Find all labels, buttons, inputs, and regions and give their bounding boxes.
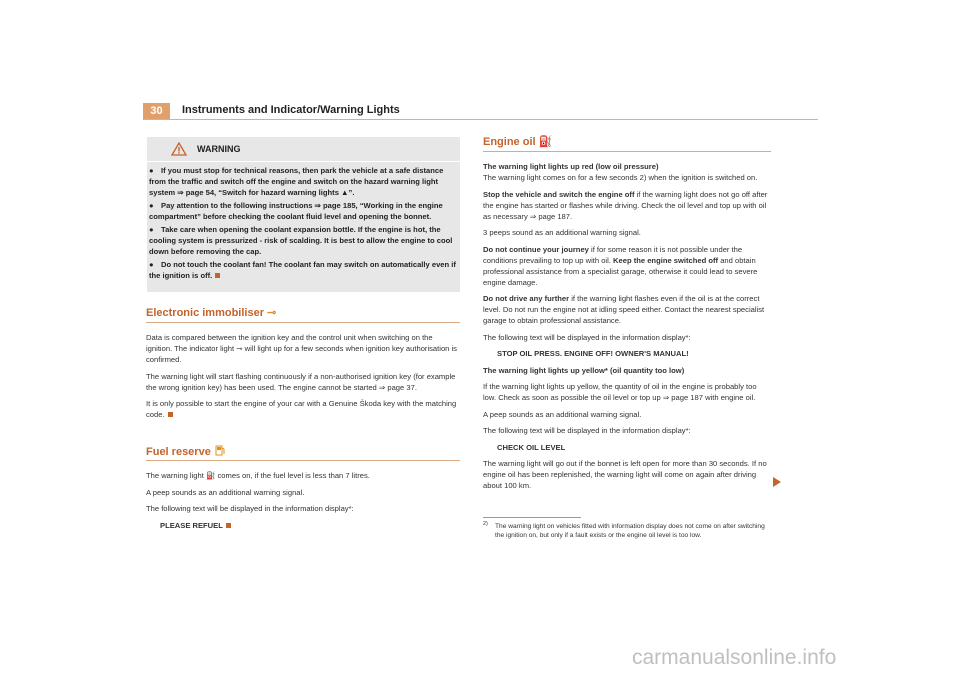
oil-text: The following text will be displayed in the information display*: (483, 426, 691, 435)
oil-text: Do not continue your journey if for some reason it is not possible under the conditions prevailing to top up with oil. Keep the engine switched off and obtain professional assistance from a specialist garage, otherwise it could lead to severe engine damage. (483, 244, 758, 287)
watermark: carmanualsonline.info (632, 646, 837, 669)
oil-subheading: The warning light lights up yellow* (oil quantity too low) (483, 365, 685, 375)
fuel-heading: Fuel reserve (146, 444, 460, 461)
header-rule (143, 119, 818, 120)
oil-subheading: The warning light lights up red (low oil pressure) (483, 162, 659, 171)
fuel-text: The following text will be displayed in the information display*: (146, 504, 354, 513)
oil-text: If the warning light lights up yellow, the quantity of oil in the engine is probably too low. Check as soon as possible the oil level or top up ⇒ page 187 with engine oil. (483, 382, 757, 402)
oil-text: Stop the vehicle and switch the engine off if the warning light does not go off after the engine has started or flashes while driving. Check the oil level and top up with oil as necessary ⇒ page 187. (483, 189, 768, 221)
end-marker (226, 523, 231, 528)
immobiliser-text: Data is compared between the ignition key and the control unit when switching on the ignition. The indicator light ⊸ will light up for a few seconds when ignition key authorisation is confirmed. (146, 333, 457, 364)
page-number: 30 (143, 103, 170, 119)
immobiliser-icon: ⊸ (267, 307, 277, 319)
immobiliser-text: It is only possible to start the engine of your car with a Genuine Škoda key with the matching code. (146, 399, 457, 419)
immobiliser-heading: Electronic immobiliser ⊸ (146, 306, 460, 323)
oil-text: The warning light will go out if the bonnet is left open for more than 30 seconds. If no engine oil has been replenished, the warning light will come on again after driving about 100 km. (483, 459, 767, 490)
warning-header (147, 137, 460, 162)
warning-title: WARNING (197, 144, 241, 154)
immobiliser-section (146, 306, 460, 426)
fuel-text: The warning light ⛽ comes on, if the fuel level is less than 7 litres. (146, 471, 370, 480)
warning-item: ● Take care when opening the coolant expansion bottle. If the engine is hot, the cooling system is pressurized - risk of scalding. It is best to allow the engine to cool down before removing the cap. (149, 225, 453, 256)
immobiliser-text: The warning light will start flashing continuously if a non-authorised ignition key (for example the wrong ignition key) has been used. The engine cannot be started ⇒ page 37. (146, 371, 456, 392)
footnote-rule (483, 517, 581, 518)
oil-text: 3 peeps sound as an additional warning signal. (483, 228, 641, 237)
oil-section (483, 135, 771, 497)
fuel-text: A peep sounds as an additional warning signal. (146, 487, 305, 497)
fuel-display-message: PLEASE REFUEL (146, 520, 460, 531)
warning-item: ● If you must stop for technical reasons, then park the vehicle at a safe distance from the traffic and switch off the engine and switch on the hazard warning light system ⇒ page 54, “Switch for hazard warning lights ▲”. (149, 166, 444, 197)
end-marker (168, 412, 173, 417)
footnote-mark: 2) (483, 521, 488, 527)
oil-text: Do not drive any further if the warning light flashes even if the oil is at the correct level. Do not run the engine not at idling speed either. Contact the nearest specialist garage to obtain professional assistance. (483, 294, 765, 325)
oil-text: The following text will be displayed in the information display*: (483, 332, 691, 342)
footnote-text: The warning light on vehicles fitted with information display does not come on after switching the ignition on, but only if a fault exists or the engine oil level is too low. (495, 523, 765, 539)
oil-display-message: STOP OIL PRESS. ENGINE OFF! OWNER'S MANUAL! (497, 349, 689, 358)
end-marker (215, 273, 220, 278)
oil-heading: Engine oil ⛽ (483, 135, 771, 152)
warning-item: ● Pay attention to the following instructions ⇒ page 185, “Working in the engine compartment” before checking the coolant fluid level and opening the bonnet. (149, 201, 443, 221)
warning-box (147, 137, 460, 292)
next-page-arrow-icon (772, 476, 782, 488)
warning-item: ● Do not touch the coolant fan! The coolant fan may switch on automatically even if the ignition is off. (149, 260, 456, 280)
page-header: Instruments and Indicator/Warning Lights (182, 104, 400, 116)
oil-can-icon: ⛽ (538, 136, 553, 148)
fuel-pump-icon (214, 444, 226, 456)
oil-text: A peep sounds as an additional warning signal. (483, 409, 642, 419)
oil-display-message: CHECK OIL LEVEL (497, 442, 566, 452)
warning-triangle-icon (171, 142, 187, 156)
footnote (483, 522, 773, 540)
fuel-section (146, 444, 460, 536)
oil-text: The warning light comes on for a few seconds 2) when the ignition is switched on. (483, 173, 758, 182)
